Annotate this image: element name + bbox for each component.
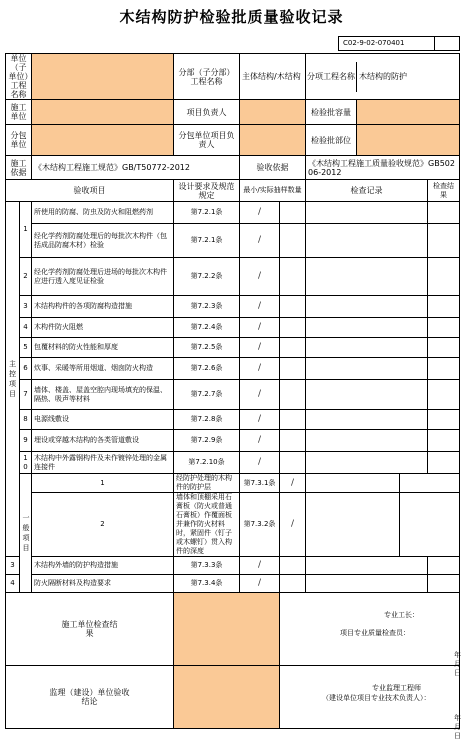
sampling-min: /	[240, 358, 280, 380]
main-item-clause: 第7.2.1条	[174, 202, 240, 224]
sampling-actual[interactable]	[280, 575, 306, 593]
check-result[interactable]	[428, 358, 460, 380]
general-item-no: 4	[6, 575, 20, 593]
sampling-actual[interactable]	[280, 557, 306, 575]
sampling-min: /	[240, 224, 280, 258]
sampling-actual[interactable]	[280, 318, 306, 338]
sampling-min: /	[280, 474, 306, 493]
check-result[interactable]	[428, 430, 460, 452]
contractor-date-label: 年 月 日	[454, 651, 468, 677]
main-item-text: 墙体、楼盖、屋盖空腔内现场填充的保温、隔热、吸声等材料	[32, 380, 174, 410]
supervision-conclusion-field[interactable]	[174, 666, 280, 729]
contractor-result-label: 施工单位检查结果	[6, 593, 174, 666]
check-record[interactable]	[306, 575, 428, 593]
main-item-text: 所使用的防腐、防虫及防火和阻燃药剂	[32, 202, 174, 224]
main-item-text: 木结构构件的各项防腐构造措施	[32, 296, 174, 318]
sampling-min: /	[240, 452, 280, 474]
col-sampling-header: 最小/实际抽样数量	[240, 180, 306, 202]
general-item-text: 经防护处理的木构件的防护层	[174, 474, 240, 493]
contractor-signature-area	[280, 593, 468, 677]
general-item-no: 2	[32, 493, 174, 557]
main-item-no: 4	[20, 318, 32, 338]
engineer-label: 专业监理工程师	[372, 684, 421, 692]
batch-capacity-field[interactable]	[357, 100, 459, 124]
sampling-min: /	[240, 557, 280, 575]
main-item-clause: 第7.2.3条	[174, 296, 240, 318]
main-item-text: 炊事、采暖等所用烟道、烟囱防火构造	[32, 358, 174, 380]
acceptance-basis-label: 验收依据	[240, 156, 306, 180]
sampling-min: /	[240, 258, 280, 296]
sampling-actual[interactable]	[280, 202, 306, 224]
main-item-text: 包覆材料的防火性能和厚度	[32, 338, 174, 358]
pm-field[interactable]	[240, 100, 306, 125]
subitem-value: 木结构的防护	[359, 72, 408, 81]
sampling-actual[interactable]	[280, 338, 306, 358]
main-item-text: 木结构中外露钢构件及未作镀锌处理的金属连接件	[32, 452, 174, 474]
col-result-header: 检查结果	[428, 180, 460, 202]
check-result[interactable]	[428, 202, 460, 224]
unit-label: 单位（子单位）工程名称	[6, 54, 32, 100]
main-item-no: 2	[20, 258, 32, 296]
sampling-actual[interactable]	[306, 493, 400, 557]
main-item-clause: 第7.2.10条	[174, 452, 240, 474]
subcontractor-field[interactable]	[32, 125, 174, 156]
supervision-date-label: 年 月 日	[454, 714, 468, 740]
main-item-text: 电源线敷设	[32, 410, 174, 430]
col-record-header: 检查记录	[306, 180, 428, 202]
sampling-min: /	[240, 318, 280, 338]
record-code-box	[338, 36, 460, 51]
sampling-min: /	[240, 430, 280, 452]
check-record[interactable]	[306, 296, 428, 318]
main-item-clause: 第7.2.7条	[174, 380, 240, 410]
check-record[interactable]	[306, 224, 428, 258]
main-item-clause: 第7.2.5条	[174, 338, 240, 358]
subitem-label: 分项工程名称	[306, 62, 357, 92]
sampling-actual[interactable]	[280, 224, 306, 258]
construction-basis-value: 《木结构工程施工规范》GB/T50772-2012	[32, 156, 240, 180]
main-item-no: 6	[20, 358, 32, 380]
col-design-header: 设计要求及规范规定	[174, 180, 240, 202]
subdivision-label: 分部（子分部）工程名称	[174, 54, 240, 100]
qc-inspector-label: 项目专业质量检查员：	[340, 629, 410, 637]
check-result[interactable]	[428, 296, 460, 318]
check-record[interactable]	[306, 380, 428, 410]
check-result[interactable]	[428, 380, 460, 410]
check-result[interactable]	[428, 452, 460, 474]
subdivision-value: 主体结构/木结构	[240, 54, 306, 100]
main-item-no: 10	[20, 452, 32, 474]
check-record[interactable]	[306, 358, 428, 380]
record-code: C02-9-02-070401	[343, 39, 405, 47]
owner-rep-label: （建设单位项目专业技术负责人）：	[322, 694, 431, 702]
sampling-actual[interactable]	[280, 452, 306, 474]
check-result[interactable]	[428, 318, 460, 338]
supervision-conclusion-label: 监理（建设）单位验收结论	[6, 666, 174, 729]
page-title: 木结构防护检验批质量验收记录	[119, 8, 344, 26]
general-item-text: 防火隔断材料及构造要求	[32, 575, 174, 593]
sampling-min: /	[240, 410, 280, 430]
sampling-min: /	[240, 575, 280, 593]
contractor-label: 施工单位	[6, 100, 32, 125]
check-record[interactable]	[306, 452, 428, 474]
check-result[interactable]	[428, 575, 460, 593]
main-item-clause: 第7.2.8条	[174, 410, 240, 430]
check-result[interactable]	[428, 410, 460, 430]
sampling-actual[interactable]	[280, 258, 306, 296]
sampling-actual[interactable]	[280, 410, 306, 430]
sampling-actual[interactable]	[280, 380, 306, 410]
contractor-field[interactable]	[32, 100, 174, 125]
main-item-no: 1	[20, 202, 32, 258]
batch-part-label: 检验批部位	[306, 125, 357, 155]
check-result[interactable]	[428, 338, 460, 358]
batch-part-field[interactable]	[357, 125, 459, 155]
foreman-label: 专业工长：	[384, 611, 419, 619]
general-items-label: 一般项目	[20, 474, 32, 593]
sampling-actual[interactable]	[280, 358, 306, 380]
general-item-no: 3	[6, 557, 20, 575]
acceptance-basis-value: 《木结构工程施工质量验收规范》GB50206-2012	[306, 156, 460, 180]
check-record[interactable]	[306, 338, 428, 358]
general-item-clause: 第7.3.3条	[174, 557, 240, 575]
subcontractor-label: 分包单位	[6, 125, 32, 156]
check-result[interactable]	[428, 258, 460, 296]
sub-pm-label: 分包单位项目负责人	[174, 125, 240, 156]
sampling-min: /	[240, 202, 280, 224]
general-item-no: 1	[32, 474, 174, 493]
check-record[interactable]	[306, 202, 428, 224]
col-item-header: 验收项目	[6, 180, 174, 202]
batch-capacity-label: 检验批容量	[306, 100, 357, 124]
unit-value-field[interactable]	[32, 54, 174, 100]
sampling-min: /	[240, 338, 280, 358]
main-item-clause: 第7.2.6条	[174, 358, 240, 380]
check-result[interactable]	[428, 224, 460, 258]
general-item-text: 木结构外墙的防护构造措施	[32, 557, 174, 575]
sampling-min: /	[240, 296, 280, 318]
sampling-actual[interactable]	[306, 474, 400, 493]
main-item-no: 7	[20, 380, 32, 410]
check-record[interactable]	[306, 318, 428, 338]
main-item-no: 9	[20, 430, 32, 452]
sampling-actual[interactable]	[280, 430, 306, 452]
general-item-text: 墙体和顶棚采用石膏板（防火或普通石膏板）作覆面板并兼作防火材料时，紧固件（钉子或木螺钉）贯入构件的深度	[174, 493, 240, 557]
pm-label: 项目负责人	[174, 100, 240, 125]
check-record[interactable]	[306, 258, 428, 296]
main-item-no: 8	[20, 410, 32, 430]
check-record[interactable]	[306, 410, 428, 430]
main-item-no: 5	[20, 338, 32, 358]
check-record[interactable]	[400, 474, 460, 493]
contractor-result-field[interactable]	[174, 593, 280, 666]
check-result[interactable]	[428, 557, 460, 575]
main-item-clause: 第7.2.1条	[174, 224, 240, 258]
sub-pm-field[interactable]	[240, 125, 306, 156]
general-item-clause: 第7.3.4条	[174, 575, 240, 593]
main-item-no: 3	[20, 296, 32, 318]
general-item-clause: 第7.3.1条	[240, 474, 280, 493]
main-items-label: 主控项目	[6, 202, 20, 557]
construction-basis-label: 施工依据	[6, 156, 32, 180]
main-item-clause: 第7.2.2条	[174, 258, 240, 296]
check-record[interactable]	[306, 557, 428, 575]
record-code-suffix-cell[interactable]	[434, 37, 459, 50]
check-record[interactable]	[306, 430, 428, 452]
sampling-min: /	[280, 493, 306, 557]
check-record[interactable]	[400, 493, 460, 557]
main-item-clause: 第7.2.9条	[174, 430, 240, 452]
supervision-signature-area	[280, 666, 468, 740]
main-item-text: 经化学药剂防腐处理后进场的每批次木构件应进行透入度见证检验	[32, 258, 174, 296]
acceptance-record-table	[5, 53, 468, 740]
main-item-text: 木构件防火阻燃	[32, 318, 174, 338]
main-item-text: 经化学药剂防腐处理后的每批次木构件（包括成品防腐木材）检验	[32, 224, 174, 258]
general-item-clause: 第7.3.2条	[240, 493, 280, 557]
main-item-text: 埋设或穿越木结构的各类管道敷设	[32, 430, 174, 452]
sampling-min: /	[240, 380, 280, 410]
sampling-actual[interactable]	[280, 296, 306, 318]
main-item-clause: 第7.2.4条	[174, 318, 240, 338]
